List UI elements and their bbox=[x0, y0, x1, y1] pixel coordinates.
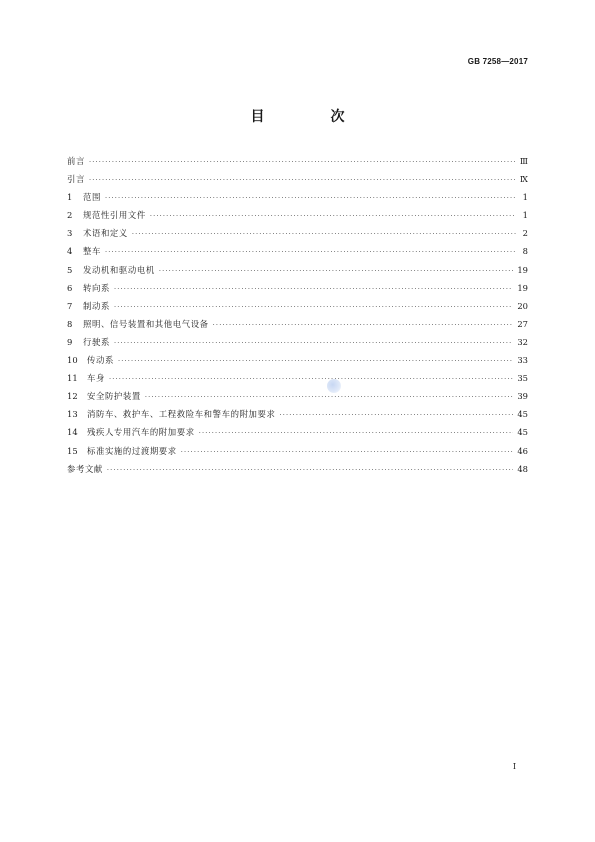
toc-entry-title: 照明、信号装置和其他电气设备 bbox=[83, 318, 209, 329]
toc-entry-title: 标准实施的过渡期要求 bbox=[87, 445, 177, 456]
dot-leader bbox=[150, 207, 516, 225]
toc-entry-page: 20 bbox=[517, 300, 528, 311]
toc-entry-number: 11 bbox=[67, 373, 78, 384]
toc-entry-number: 2 bbox=[67, 210, 73, 221]
toc-entry[interactable] bbox=[67, 242, 528, 260]
toc-entry[interactable] bbox=[67, 460, 528, 478]
watermark-logo bbox=[327, 379, 341, 393]
toc-entry-number: 3 bbox=[67, 228, 73, 239]
toc-entry[interactable] bbox=[67, 333, 528, 351]
dot-leader bbox=[109, 370, 513, 388]
toc-entry-page: 1 bbox=[522, 192, 528, 203]
toc-entry-title: 行驶系 bbox=[83, 336, 110, 347]
toc-entry-title: 术语和定义 bbox=[83, 228, 128, 239]
dot-leader bbox=[114, 280, 513, 298]
dot-leader bbox=[114, 334, 513, 352]
toc-entry-number: 8 bbox=[67, 318, 73, 329]
table-of-contents bbox=[67, 152, 528, 478]
standard-code: GB 7258—2017 bbox=[467, 57, 528, 66]
dot-leader bbox=[105, 189, 516, 207]
toc-entry[interactable] bbox=[67, 369, 528, 387]
toc-entry[interactable] bbox=[67, 152, 528, 170]
toc-entry-number: 5 bbox=[67, 264, 73, 275]
dot-leader bbox=[118, 352, 513, 370]
toc-entry-page: 19 bbox=[517, 264, 528, 275]
toc-entry-title: 引言 bbox=[67, 174, 85, 185]
toc-entry-page: 8 bbox=[522, 246, 528, 257]
dot-leader bbox=[279, 406, 513, 424]
toc-entry-number: 9 bbox=[67, 336, 73, 347]
toc-entry[interactable] bbox=[67, 405, 528, 423]
dot-leader bbox=[105, 243, 516, 261]
dot-leader bbox=[199, 424, 514, 442]
toc-entry[interactable] bbox=[67, 351, 528, 369]
toc-entry-title: 制动系 bbox=[83, 300, 110, 311]
dot-leader bbox=[89, 153, 516, 171]
toc-entry-number: 7 bbox=[67, 300, 73, 311]
toc-entry-page: 35 bbox=[517, 373, 528, 384]
toc-entry[interactable] bbox=[67, 297, 528, 315]
toc-entry-page: 2 bbox=[522, 228, 528, 239]
toc-entry-title: 发动机和驱动电机 bbox=[83, 264, 155, 275]
toc-entry-page: 19 bbox=[517, 282, 528, 293]
toc-entry-page: 45 bbox=[517, 427, 528, 438]
toc-entry-number: 6 bbox=[67, 282, 73, 293]
toc-entry-page: 48 bbox=[517, 463, 528, 474]
toc-entry-page: 32 bbox=[517, 336, 528, 347]
toc-entry-title: 前言 bbox=[67, 156, 85, 166]
dot-leader bbox=[213, 316, 514, 334]
toc-entry-page: 33 bbox=[517, 355, 528, 366]
dot-leader bbox=[114, 298, 513, 316]
toc-entry-title: 规范性引用文件 bbox=[83, 210, 146, 221]
toc-entry-number: 1 bbox=[67, 192, 73, 203]
toc-entry-number: 10 bbox=[67, 355, 78, 366]
toc-entry[interactable] bbox=[67, 315, 528, 333]
toc-entry-title: 残疾人专用汽车的附加要求 bbox=[87, 427, 195, 438]
toc-entry[interactable] bbox=[67, 279, 528, 297]
dot-leader bbox=[89, 171, 516, 189]
toc-entry-page: 27 bbox=[517, 318, 528, 329]
toc-entry[interactable] bbox=[67, 188, 528, 206]
toc-entry-title: 传动系 bbox=[87, 355, 114, 366]
toc-entry[interactable] bbox=[67, 206, 528, 224]
toc-entry-page: 45 bbox=[517, 409, 528, 420]
toc-entry-number: 14 bbox=[67, 427, 78, 438]
toc-entry-number: 13 bbox=[67, 409, 78, 420]
toc-entry[interactable] bbox=[67, 261, 528, 279]
toc-entry-page: 1 bbox=[522, 210, 528, 221]
toc-entry-page: 46 bbox=[517, 445, 528, 456]
toc-entry[interactable] bbox=[67, 387, 528, 405]
toc-entry-number: 15 bbox=[67, 445, 78, 456]
dot-leader bbox=[159, 262, 514, 280]
toc-entry-number: 12 bbox=[67, 391, 78, 402]
toc-entry-page: Ⅲ bbox=[519, 156, 528, 166]
toc-entry-title: 参考文献 bbox=[67, 463, 103, 474]
dot-leader bbox=[107, 461, 513, 479]
toc-entry[interactable] bbox=[67, 224, 528, 242]
toc-entry-page: 39 bbox=[517, 391, 528, 402]
toc-entry-title: 转向系 bbox=[83, 282, 110, 293]
toc-entry-title: 整车 bbox=[83, 246, 101, 257]
toc-entry-title: 范围 bbox=[83, 192, 101, 203]
toc-entry-number: 4 bbox=[67, 246, 73, 257]
toc-entry[interactable] bbox=[67, 442, 528, 460]
toc-entry-page: Ⅸ bbox=[519, 174, 528, 185]
page-number: Ⅰ bbox=[512, 762, 516, 771]
dot-leader bbox=[132, 225, 516, 243]
toc-entry[interactable] bbox=[67, 170, 528, 188]
toc-entry-title: 安全防护装置 bbox=[87, 391, 141, 402]
dot-leader bbox=[181, 443, 514, 461]
toc-entry-title: 车身 bbox=[87, 373, 105, 384]
toc-entry-title: 消防车、救护车、工程救险车和警车的附加要求 bbox=[87, 409, 276, 420]
page-title: 目 次 bbox=[250, 109, 371, 125]
toc-entry[interactable] bbox=[67, 423, 528, 441]
